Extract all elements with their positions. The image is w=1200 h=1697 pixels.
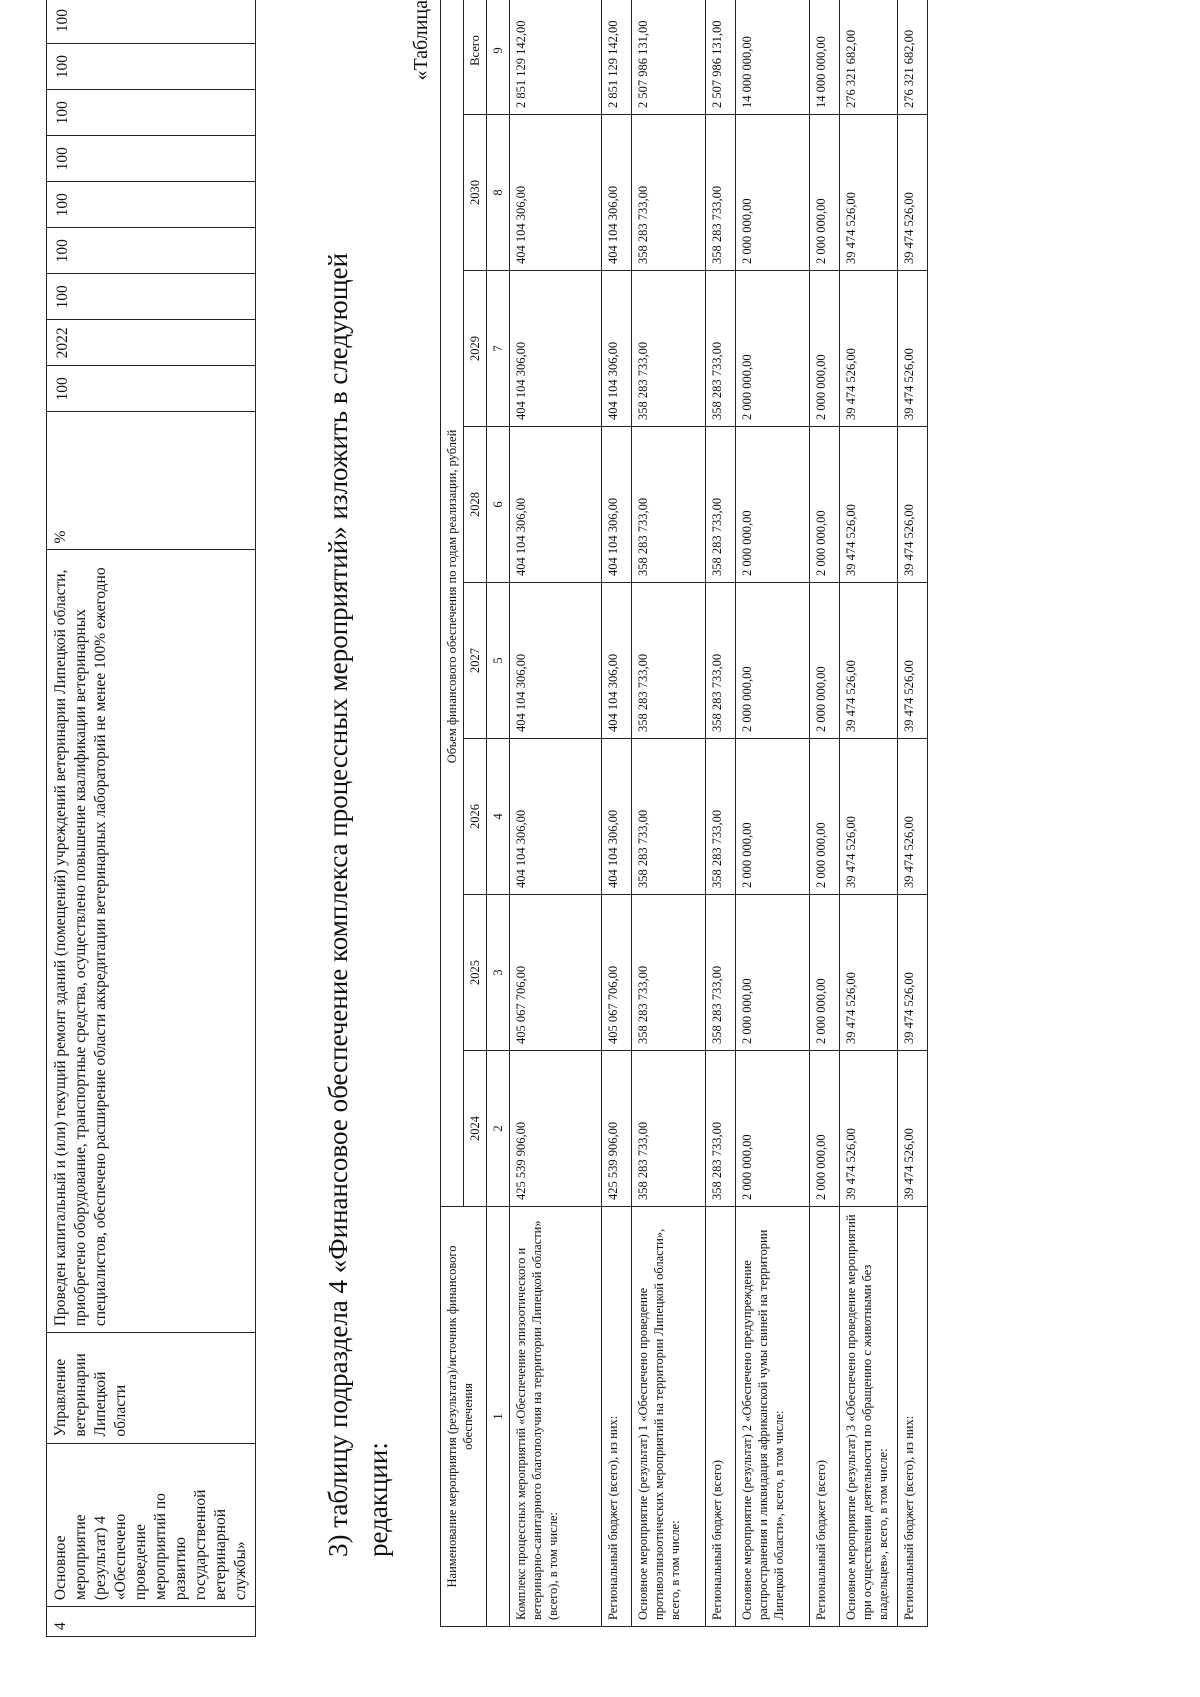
amount-cell: 39 474 526,00: [840, 271, 898, 427]
amount-cell: 39 474 526,00: [898, 739, 928, 895]
total-cell: 14 000 000,00: [810, 0, 840, 115]
header-name: Наименование мероприятия (результата)/источник финансового обеспечения: [441, 1207, 487, 1627]
heading-line-2: редакции:: [363, 1442, 393, 1557]
indicator-row: [47, 0, 256, 1637]
header-row: [441, 0, 464, 1627]
value-cell: 100: [47, 182, 256, 228]
amount-cell: 404 104 306,00: [602, 739, 632, 895]
amount-cell: 2 000 000,00: [810, 583, 840, 739]
table-row: [736, 0, 810, 1627]
section-heading: [318, 57, 398, 1557]
financing-table-body: [510, 0, 928, 1627]
total-cell: 2 507 986 131,00: [632, 0, 706, 115]
amount-cell: 39 474 526,00: [840, 895, 898, 1051]
amount-cell: 358 283 733,00: [632, 115, 706, 271]
row-name: Комплекс процессных мероприятий «Обеспечение эпизоотического и ветеринарно-санитарного благополучия на территории Липецкой области» (всего), в том числе:: [510, 1207, 602, 1627]
amount-cell: 2 000 000,00: [736, 271, 810, 427]
table-row: [898, 0, 928, 1627]
amount-cell: 39 474 526,00: [840, 583, 898, 739]
amount-cell: 358 283 733,00: [706, 1051, 736, 1207]
value-cell: 100: [47, 136, 256, 182]
amount-cell: 2 000 000,00: [810, 427, 840, 583]
amount-cell: 358 283 733,00: [706, 427, 736, 583]
value-cell: 100: [47, 0, 256, 44]
total-cell: 2 507 986 131,00: [706, 0, 736, 115]
amount-cell: 39 474 526,00: [840, 739, 898, 895]
amount-cell: 2 000 000,00: [810, 1051, 840, 1207]
amount-cell: 358 283 733,00: [632, 427, 706, 583]
row-name: Региональный бюджет (всего), из них:: [602, 1207, 632, 1627]
amount-cell: 2 000 000,00: [736, 427, 810, 583]
amount-cell: 404 104 306,00: [510, 739, 602, 895]
amount-cell: 39 474 526,00: [898, 427, 928, 583]
row-name: Региональный бюджет (всего), из них:: [898, 1207, 928, 1627]
table-row: [840, 0, 898, 1627]
amount-cell: 2 000 000,00: [810, 739, 840, 895]
table-row: [632, 0, 706, 1627]
col-number: 3: [487, 895, 510, 1051]
table-row: [510, 0, 602, 1627]
value-cell: 100: [47, 44, 256, 90]
amount-cell: 404 104 306,00: [602, 115, 632, 271]
col-number: 1: [487, 1207, 510, 1627]
amount-cell: 358 283 733,00: [632, 895, 706, 1051]
responsible-body: Управление ветеринарии Липецкой области: [47, 1333, 256, 1443]
row-number: 4: [47, 1607, 256, 1637]
amount-cell: 2 000 000,00: [736, 583, 810, 739]
event-name: Основное мероприятие (результат) 4 «Обеспечено проведение мероприятий по развитию государственной ветеринарной службы»: [47, 1443, 256, 1606]
year-header: 2026: [464, 739, 487, 895]
amount-cell: 358 283 733,00: [632, 1051, 706, 1207]
col-number: 6: [487, 427, 510, 583]
row-name: Региональный бюджет (всего): [706, 1207, 736, 1627]
base-value-cell: 100: [47, 366, 256, 412]
amount-cell: 404 104 306,00: [602, 427, 632, 583]
total-header: Всего: [464, 0, 487, 115]
amount-cell: 358 283 733,00: [632, 271, 706, 427]
amount-cell: 404 104 306,00: [602, 583, 632, 739]
amount-cell: 2 000 000,00: [810, 271, 840, 427]
col-number: 8: [487, 115, 510, 271]
col-number: 2: [487, 1051, 510, 1207]
table-row: [602, 0, 632, 1627]
row-name: Основное мероприятие (результат) 3 «Обеспечено проведение мероприятий при осуществлении деятельности по обращению с животными без владельцев», всего, в том числе:: [840, 1207, 898, 1627]
year-header: 2025: [464, 895, 487, 1051]
amount-cell: 39 474 526,00: [840, 427, 898, 583]
header-volume: Объем финансового обеспечения по годам реализации, рублей: [441, 0, 464, 1207]
value-cell: 100: [47, 228, 256, 274]
year-header: 2030: [464, 115, 487, 271]
col-number: 4: [487, 739, 510, 895]
value-cell: 100: [47, 274, 256, 320]
amount-cell: 2 000 000,00: [736, 1051, 810, 1207]
heading-line-1: 3) таблицу подраздела 4 «Финансовое обеспечение комплекса процессных мероприятий» изложить в следующей: [323, 252, 353, 1557]
amount-cell: 358 283 733,00: [706, 739, 736, 895]
amount-cell: 404 104 306,00: [510, 115, 602, 271]
amount-cell: 425 539 906,00: [510, 1051, 602, 1207]
financing-table: [440, 0, 928, 1627]
amount-cell: 39 474 526,00: [898, 583, 928, 739]
amount-cell: 2 000 000,00: [736, 739, 810, 895]
table-row: [706, 0, 736, 1627]
unit-cell: %: [47, 412, 256, 550]
amount-cell: 39 474 526,00: [898, 271, 928, 427]
amount-cell: 39 474 526,00: [898, 895, 928, 1051]
amount-cell: 2 000 000,00: [736, 895, 810, 1051]
amount-cell: 358 283 733,00: [706, 115, 736, 271]
amount-cell: 404 104 306,00: [510, 427, 602, 583]
total-cell: 14 000 000,00: [736, 0, 810, 115]
year-header: 2029: [464, 271, 487, 427]
total-cell: 276 321 682,00: [840, 0, 898, 115]
amount-cell: 404 104 306,00: [510, 271, 602, 427]
total-cell: 2 851 129 142,00: [602, 0, 632, 115]
amount-cell: 39 474 526,00: [840, 1051, 898, 1207]
total-cell: 2 851 129 142,00: [510, 0, 602, 115]
amount-cell: 404 104 306,00: [602, 271, 632, 427]
col-number: 9: [487, 0, 510, 115]
indicator-table: [46, 0, 256, 1637]
column-numbers-row: [487, 0, 510, 1627]
amount-cell: 358 283 733,00: [706, 583, 736, 739]
table-label: «Таблица: [410, 0, 432, 81]
amount-cell: 405 067 706,00: [510, 895, 602, 1051]
amount-cell: 39 474 526,00: [898, 1051, 928, 1207]
amount-cell: 404 104 306,00: [510, 583, 602, 739]
event-description: Проведен капитальный и (или) текущий ремонт зданий (помещений) учреждений ветеринарии Липецкой области, приобретено оборудование, транспортные средства, осуществлено повышение квалификации ветеринарных специалистов, обеспечено расширение области аккредитации ветеринарных лабораторий не менее 100% ежегодно: [47, 550, 256, 1333]
amount-cell: 405 067 706,00: [602, 895, 632, 1051]
col-number: 5: [487, 583, 510, 739]
year-header: 2027: [464, 583, 487, 739]
total-cell: 276 321 682,00: [898, 0, 928, 115]
table-row: [810, 0, 840, 1627]
row-name: Основное мероприятие (результат) 1 «Обеспечено проведение противоэпизоотических мероприятий на территории Липецкой области», всего, в том числе:: [632, 1207, 706, 1627]
amount-cell: 358 283 733,00: [706, 271, 736, 427]
row-name: Региональный бюджет (всего): [810, 1207, 840, 1627]
year-header: 2028: [464, 427, 487, 583]
row-name: Основное мероприятие (результат) 2 «Обеспечено предупреждение распространения и ликвидация африканской чумы свиней на территории Липецкой области», всего, в том числе:: [736, 1207, 810, 1627]
amount-cell: 2 000 000,00: [736, 115, 810, 271]
amount-cell: 358 283 733,00: [632, 739, 706, 895]
amount-cell: 358 283 733,00: [706, 895, 736, 1051]
amount-cell: 2 000 000,00: [810, 895, 840, 1051]
base-year-cell: 2022: [47, 320, 256, 366]
amount-cell: 39 474 526,00: [898, 115, 928, 271]
col-number: 7: [487, 271, 510, 427]
value-cell: 100: [47, 90, 256, 136]
amount-cell: 39 474 526,00: [840, 115, 898, 271]
amount-cell: 425 539 906,00: [602, 1051, 632, 1207]
year-header: 2024: [464, 1051, 487, 1207]
amount-cell: 358 283 733,00: [632, 583, 706, 739]
amount-cell: 2 000 000,00: [810, 115, 840, 271]
